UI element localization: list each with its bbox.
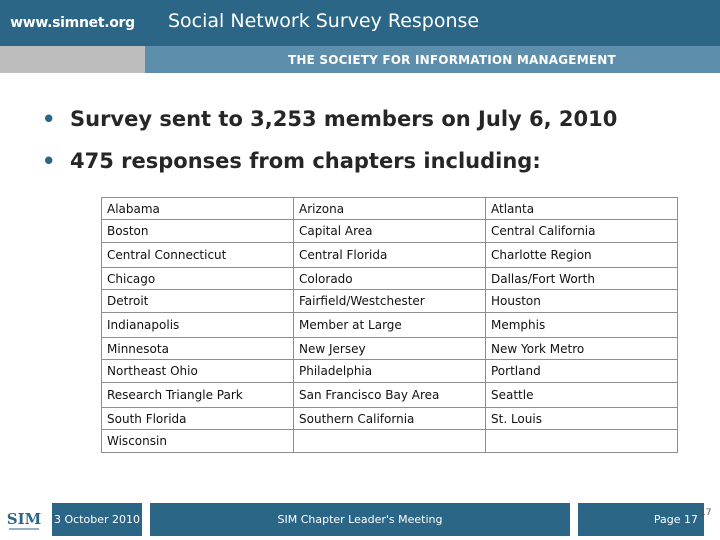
society-name: THE SOCIETY FOR INFORMATION MANAGEMENT — [288, 53, 616, 67]
footer-page-label: Page 17 — [578, 503, 704, 536]
bullet-icon: • — [42, 149, 56, 173]
table-cell: Colorado — [294, 268, 486, 290]
table-cell: Seattle — [486, 383, 678, 408]
site-url-box — [0, 0, 145, 46]
table-cell: Boston — [102, 220, 294, 243]
table-cell: Capital Area — [294, 220, 486, 243]
bullet-item: • 475 responses from chapters including: — [42, 144, 617, 186]
table-cell: Alabama — [102, 198, 294, 220]
table-cell — [294, 430, 486, 453]
slide-number: 17 — [700, 508, 712, 518]
table-cell: Detroit — [102, 290, 294, 313]
table-cell: Fairfield/Westchester — [294, 290, 486, 313]
table-row — [102, 220, 678, 243]
table-row — [102, 268, 678, 290]
table-cell — [486, 430, 678, 453]
table-cell: South Florida — [102, 408, 294, 430]
table-cell: Atlanta — [486, 198, 678, 220]
table-row — [102, 430, 678, 453]
footer-date: 3 October 2010 — [52, 503, 142, 536]
table-cell: Central California — [486, 220, 678, 243]
table-cell: Arizona — [294, 198, 486, 220]
table-cell: Member at Large — [294, 313, 486, 338]
table-cell: Philadelphia — [294, 360, 486, 383]
table-row — [102, 408, 678, 430]
table-row — [102, 313, 678, 338]
sim-logo-text: SIM — [6, 510, 42, 528]
bullet-list — [42, 102, 617, 186]
bullet-item: • Survey sent to 3,253 members on July 6, 2010 — [42, 102, 617, 144]
table-cell: New Jersey — [294, 338, 486, 360]
table-cell: Charlotte Region — [486, 243, 678, 268]
table-cell: St. Louis — [486, 408, 678, 430]
table-row — [102, 290, 678, 313]
table-cell: Southern California — [294, 408, 486, 430]
table-cell: Research Triangle Park — [102, 383, 294, 408]
table-row — [102, 338, 678, 360]
table-row — [102, 198, 678, 220]
table-cell: Wisconsin — [102, 430, 294, 453]
banner-gray-block — [0, 46, 145, 73]
table-cell: Minnesota — [102, 338, 294, 360]
table-row — [102, 360, 678, 383]
site-url: www.simnet.org — [10, 15, 135, 31]
footer-meeting: SIM Chapter Leader's Meeting — [150, 503, 570, 536]
table-cell: Houston — [486, 290, 678, 313]
table-cell: Central Connecticut — [102, 243, 294, 268]
chapters-table — [101, 197, 678, 453]
table-cell: Chicago — [102, 268, 294, 290]
table-cell: San Francisco Bay Area — [294, 383, 486, 408]
table-cell: New York Metro — [486, 338, 678, 360]
sim-logo — [5, 500, 43, 538]
table-row — [102, 243, 678, 268]
table-cell: Indianapolis — [102, 313, 294, 338]
slide-title: Social Network Survey Response — [168, 10, 480, 32]
bullet-icon: • — [42, 107, 56, 131]
table-row — [102, 383, 678, 408]
table-cell: Central Florida — [294, 243, 486, 268]
table-cell: Dallas/Fort Worth — [486, 268, 678, 290]
table-cell: Northeast Ohio — [102, 360, 294, 383]
table-cell: Portland — [486, 360, 678, 383]
table-cell: Memphis — [486, 313, 678, 338]
